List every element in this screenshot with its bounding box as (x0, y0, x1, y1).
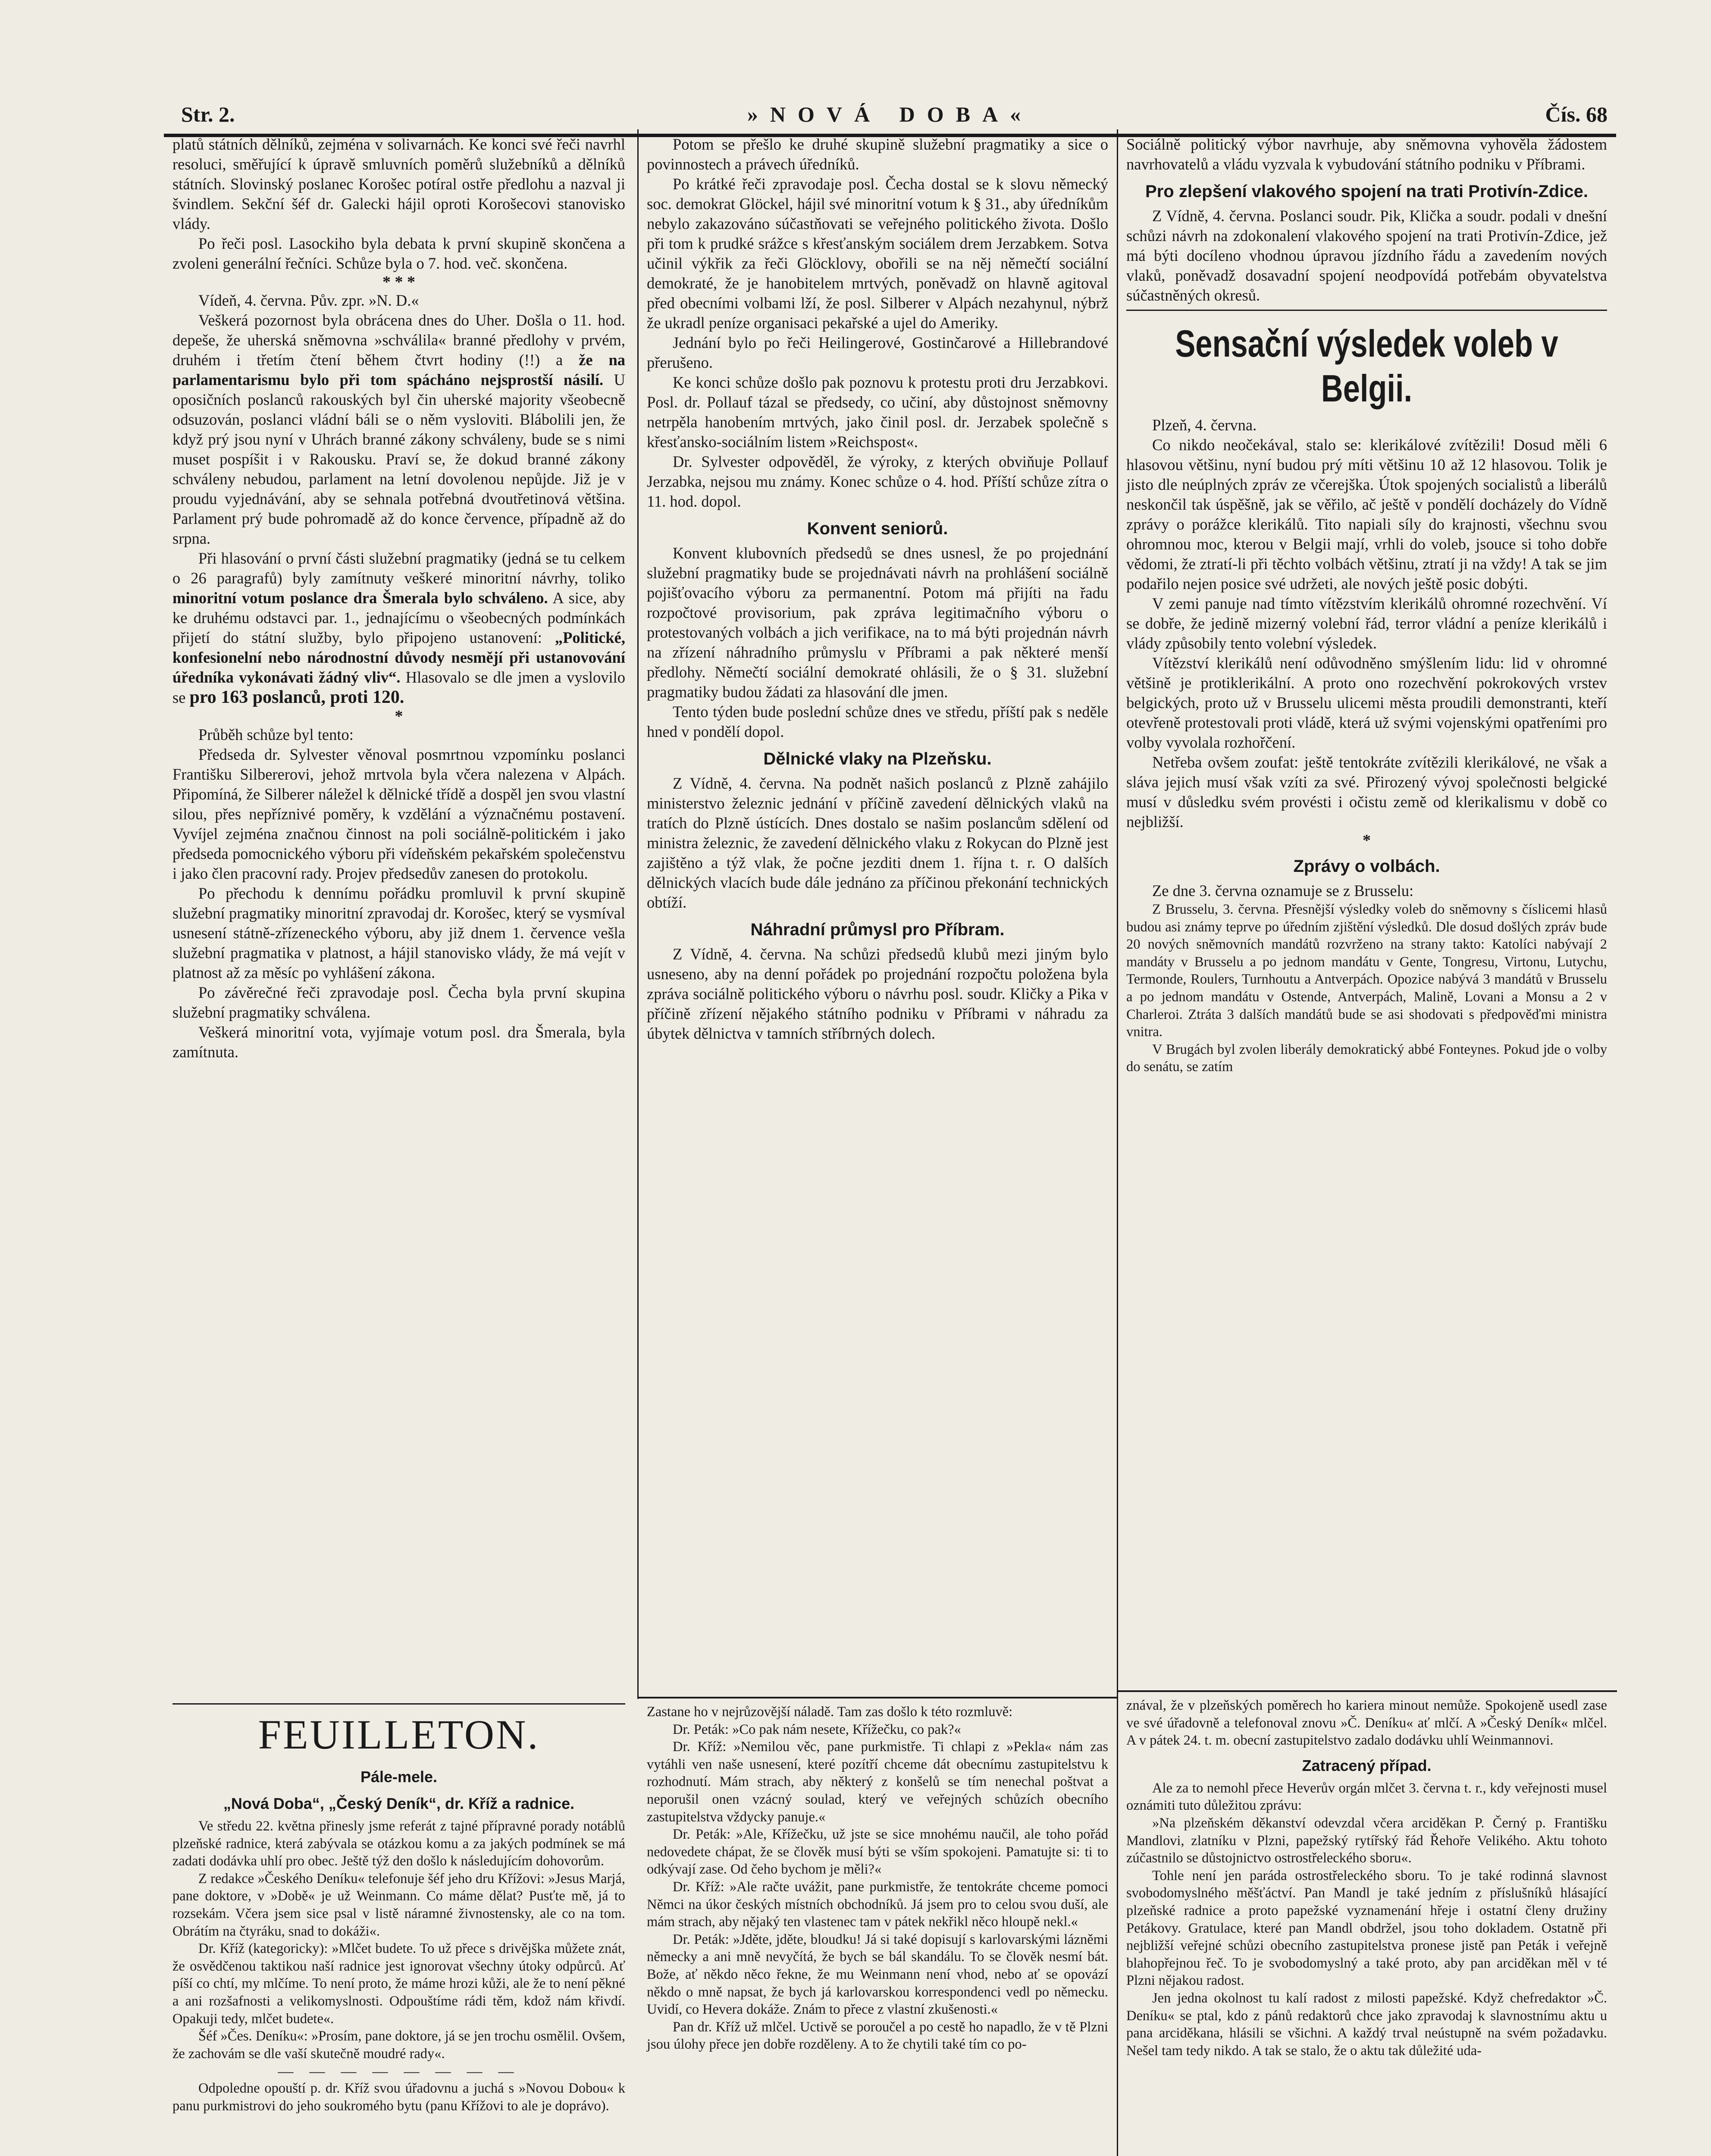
section-heading: Zprávy o volbách. (1293, 857, 1440, 876)
headline: Sensační výsledek voleb v Belgii. (1175, 322, 1558, 410)
column-3 (1126, 135, 1607, 1076)
article-paragraph: Potom se přešlo ke druhé skupině služební pragmatiky a sice o povinnostech a právech úředníků. (647, 135, 1108, 173)
feuilleton-paragraph: »Na plzeňském děkanství odevzdal včera arciděkan P. Černý p. Františku Mandlovi, zlatníku v Plzni, papežský rytířský řád Řehoře Velikého. Aktu tohoto zúčastnilo se důstojnictvo ostrostřeleckého sboru«. (1126, 1815, 1607, 1866)
article-paragraph: Dr. Sylvester odpověděl, že výroky, z kterých obviňuje Pollauf Jerzabka, nejsou mu známy. Konec schůze o 4. hod. Příští schůze zítra o 11. hod. dopol. (647, 453, 1108, 510)
feuilleton-column-3 (1126, 1697, 1607, 2059)
feuilleton-paragraph: Ve středu 22. května přinesly jsme referát z tajné přípravné porady notáblů plzeňské radnice, která zabývala se otázkou komu a za jakých podmínek se má zadati dodávka uhlí pro obec. Ještě týž den došlo k následujícím dohovorům. (172, 1818, 625, 1869)
article-paragraph: Konvent klubovních předsedů se dnes usnesl, že po projednání služební pragmatiky bude se projednávati návrh na prohlášení sociálně pojišťovacího výboru za permanentní. Potom má přijíti na řadu rozpočtové provisorium, pak zpráva legitimačního výboru o protestovaných volbách a jich verifikace, na to má býti projednán návrh na zřízení náhradního průmyslu v Příbrami a pak některé menší předlohy. Němečtí sociální demokraté ohlásili, že o § 31. služební pragmatiky budou žádati za hlasování dle jmen. (647, 544, 1108, 701)
article-paragraph: Ze dne 3. června oznamuje se z Brusselu: (1152, 882, 1414, 899)
feuilleton-heading: Zatracený případ. (1302, 1756, 1432, 1774)
vote-result: pro 163 poslanců, proti 120. (189, 687, 404, 707)
quote-text: „Politické, konfesionelní nebo národnostní důvody nesmějí při ustanovování úředníka vykonávati žádný vliv“. (172, 629, 626, 686)
article-paragraph: Ke konci schůze došlo pak poznovu k protestu proti dru Jerzabkovi. Posl. dr. Pollauf tázal se předsedy, co učiní, aby důstojnost sněmovny netrpěla hanobením mrtvých, jako činil posl. dr. Jerzabek společně s křesťansko-sociálním listem »Reichspost«. (647, 373, 1108, 451)
feuilleton-paragraph: Odpoledne opouští p. dr. Kříž svou úřadovnu a juchá s »Novou Dobou« k panu purkmistrovi do jeho soukromého bytu (panu Křížovi to ale je doprávo). (172, 2081, 625, 2114)
article-paragraph: Jednání bylo po řeči Heilingerové, Gostinčarové a Hillebrandové přerušeno. (647, 334, 1108, 371)
text: Veškerá pozornost byla obrácena dnes do Uher. Došla o 11. hod. depeše, že uherská sněmovna »schválila« branné předlohy v prvém, druhém i třetím čtení během čtvrt hodiny (!!) a (172, 311, 625, 369)
separator-stars: * * * (382, 273, 415, 291)
text: Hlasovalo se dle jmen a vyslovilo se (172, 668, 625, 706)
feuilleton-paragraph: Dr. Peták: »Co pak nám nesete, Křížečku, co pak?« (673, 1721, 961, 1737)
section-heading: Konvent seniorů. (807, 519, 948, 538)
feuilleton-paragraph: Ale za to nemohl přece Heverův orgán mlčet 3. června t. r., kdy veřejnosti musel oznámiti tuto důležitou zprávu: (1126, 1780, 1607, 1814)
article-paragraph: Po řeči posl. Lasockiho byla debata k první skupině skončena a zvoleni generální řečníci. Schůze byla o 7. hod. več. skončena. (172, 235, 625, 272)
dash-separator: — — — — — — — — (278, 2062, 520, 2080)
issue-number: Čís. 68 (1545, 102, 1608, 126)
newspaper-name: »NOVÁ DOBA« (747, 102, 1033, 126)
feuilleton-paragraph: Dr. Peták: »Ale, Křížečku, už jste se sice mnohému naučil, ale toho pořád nedovedete chápat, že se člověk musí býti se vším spokojeni. Pamatujte si: ti to odkývají zase. Od čeho bychom je měli?« (647, 1827, 1108, 1877)
feuilleton-rule-right (1117, 1690, 1617, 1692)
feuilleton-paragraph: Zastane ho v nejrůzovější náladě. Tam zas došlo k této rozmluvě: (647, 1704, 1013, 1720)
article-paragraph: Po závěrečné řeči zpravodaje posl. Čecha byla první skupina služební pragmatiky schválena. (172, 984, 625, 1021)
article-paragraph: Vítězství klerikálů není odůvodněno smýšlením lidu: lid v ohromné většině je protiklerikální. A proto ono rozechvění pokrokových vrstev belgických, proto už v Brusselu ulicemi města proudili demonstranti, kteří otevřeně protestovali proti vládě, která už svými vojenskými opatřeními pro volby vyvolala rozhořčení. (1126, 654, 1607, 751)
page-header (164, 99, 1616, 129)
feuilleton-paragraph: Tohle není jen paráda ostrostřeleckého sboru. To je také rodinná slavnost svobodomyslného měšťáctví. Pan Mandl je také jedním z příslušníků hlásající plzeňské radnice a proto papežské vyznamenání hřeje i ostatní členy družiny Petákovy. Gratulace, které pan Mandl obdržel, jsou toho dokladem. Ostatně při nejbližší veřejné schůzi obecního zastupitelstva pronese jistě pan Peták i veřejně blahopřejnou řeč. To je svobodomyslný a také proto, aby pan arciděkan měl v té Plzni nějakou radost. (1126, 1868, 1607, 1989)
section-heading: Náhradní průmysl pro Příbram. (750, 920, 1005, 939)
feuilleton-column-2 (647, 1703, 1108, 2053)
text: Při hlasování o první části služební pragmatiky (jedná se tu celkem o 26 paragrafů) byly zamítnuty veškeré minoritní návrhy, toliko (172, 549, 625, 587)
feuilleton-paragraph: Šéf »Čes. Deníku«: »Prosím, pane doktore, já se jen trochu osmělil. Ovšem, že zachovám se dle vaší skutečně moudré rady«. (172, 2028, 625, 2062)
page-number: Str. 2. (181, 102, 235, 126)
small-print-block (1126, 901, 1607, 1076)
column-divider-1 (637, 129, 639, 1699)
column-1 (172, 135, 625, 1062)
article-paragraph: Po krátké řeči zpravodaje posl. Čecha dostal se k slovu německý soc. demokrat Glöckel, hájil své minoritní votum k § 31., aby úředníkům nebylo zakazováno súčastňovati se veřejného politického života. Došlo při tom k prudké srážce s křesťanským sociálem drem Jerzabkem. Sotva učinil výkřik za řeči Glöcklovy, obořili se na něj němečtí sociální demokraté, že je hanobitelem mrtvých, poněvadž on hlavně agitoval před obecními volbami lží, že posl. Silberer v Alpách nezahynul, nýbrž že ukradl peníze organisaci pekařské a ujel do Ameriky. (647, 175, 1108, 332)
column-2 (647, 135, 1108, 1044)
feuilleton-paragraph: znával, že v plzeňských poměrech ho kariera minout nemůže. Spokojeně usedl zase ve své úřadovně a telefonoval znovu »Č. Deníku« ať mlčí. A »Český Deník« mlčel. A v pátek 24. t. m. obecní zastupitelstvo zadalo dodávku uhlí Weinmannovi. (1126, 1698, 1607, 1749)
article-paragraph: V Brugách byl zvolen liberály demokratický abbé Fonteynes. Pokud jde o volby do senátu, se zatím (1126, 1041, 1607, 1075)
article-paragraph: Předseda dr. Sylvester věnoval posmrtnou vzpomínku poslanci Františku Silbererovi, jehož mrtvola byla včera nalezena v Alpách. Připomíná, že Silberer náležel k dělnické třídě a dospěl jen svou vlastní silou, přes nepříznivé poměry, k vzdělání a význačnému postavení. Vyvíjel zejména značnou činnost na poli sociálně-politickém i jako předseda pomocnického výboru při vídeňském pekařském společenstvu i jako člen pracovní rady. Projev předsedův zanesen do protokolu. (172, 746, 625, 882)
article-paragraph: Z Vídně, 4. června. Na podnět našich poslanců z Plzně zahájilo ministerstvo železnic jednání v příčině zavedení dělnických vlaků na tratích do Plzně ústících. Dnes dostalo se našim poslancům sdělení od ministra železnic, že zavedení dělnického vlaku z Rokycan do Plzně jest zajištěno a týž vlak, že počne jezditi dnem 1. října t. r. O dalších dělnických vlacích bude dále jednáno za příčinou překonání technických obtíží. (647, 774, 1108, 911)
feuilleton-paragraph: Dr. Kříž: »Ale račte uvážit, pane purkmistře, že tentokráte chceme pomoci Němci na úkor českých místních obchodníků. Já jsem pro to celou svou duší, ale mám strach, aby nějaký ten vlastenec tam v pátek nekřikl něco hloupě nekl.« (647, 1879, 1108, 1930)
article-paragraph: V zemi panuje nad tímto vítězstvím klerikálů ohromné rozechvění. Ví se dobře, že jedině mizerný volební řád, terror vládní a peníze klerikálů i vlády způsobily tento volební výsledek. (1126, 595, 1607, 652)
article-paragraph: Po přechodu k dennímu pořádku promluvil k první skupině služební pragmatiky minoritní zpravodaj dr. Korošec, který se vysmíval usnesení státně-zřízeneckého výboru, aby již dnem 1. července vešla služební pragmatika v platnost, a hájil stanovisko vlády, že má vejít v platnost až za měsíc po vyhlášení zákona. (172, 884, 625, 981)
dateline: Plzeň, 4. června. (1152, 416, 1257, 434)
feuilleton-paragraph: Dr. Kříž (kategoricky): »Mlčet budete. To už přece s drivějška můžete znát, že osvědčenou taktikou naší radnice jest ignorovat všechny útoky odpůrců. Ať píší co chtí, my mlčíme. To není proto, že máme hrozi kůži, ale že to není pěkné a ani rozšafnosti a velikomyslnosti. Odpouštíme rádi těm, kdož nám křivdí. Opakuji tedy, mlčet budete«. (172, 1941, 625, 2027)
feuilleton-rule (637, 1697, 1117, 1698)
article-paragraph: Tento týden bude poslední schůze dnes ve středu, příští pak s neděle hned v pondělí dopol. (647, 703, 1108, 740)
emphasis-text: že na parlamentarismu bylo při tom spácháno nejsprostší násilí. (172, 351, 625, 389)
text: U oposičních poslanců rakouských byl čin uherské majority všeobecně odsuzován, poslanci vládní báli se o něm vysloviti. Blábolili jen, že když prý jsou nyní v Uhrách branné zákony schváleny, bude se s nimi muset pospíšit i v Rakousku. Praví se, že dokud branné zákony schváleny nebudou, parlament na letní dovolenou nepůjde. Již je v proudu vyjednávání, aby se sehnala potřebná dvoutřetinová většina. Parlament prý bude pohromadě až do konce července, případně až do srpna. (172, 371, 626, 547)
feuilleton-paragraph: Jen jedna okolnost tu kalí radost z milosti papežské. Když chefredaktor »Č. Deníku« se ptal, kdo z pánů redaktorů chce jako zpravodaj k slavnostnímu aktu u pana arciděkana, hlásili se všichni. A každý trval neústupně na svém požadavku. Nešel tam tedy nikdo. A tak se stalo, že o aktu tak důležité uda- (1126, 1990, 1607, 2059)
column-divider-2 (1117, 129, 1118, 2156)
text: A sice, aby ke druhému odstavci par. 1., jednajícímu o všeobecných podmínkách přijetí do státní služby, bylo připojeno ustanovení: (172, 589, 625, 646)
feuilleton-paragraph: Pan dr. Kříž už mlčel. Uctivě se poroučel a po cestě ho napadlo, že v tě Plzni jsou úlohy přece jen dobře rozděleny. A to že chytili také tím co po- (647, 2019, 1108, 2053)
article-paragraph (172, 548, 625, 708)
article-paragraph: Veškerá minoritní vota, vyjímaje votum posl. dra Šmerala, byla zamítnuta. (172, 1023, 625, 1061)
emphasis-text: minoritní votum poslance dra Šmerala bylo schváleno. (172, 589, 548, 607)
article-paragraph: Z Vídně, 4. června. Poslanci soudr. Pik, Klička a soudr. podali v dnešní schůzi návrh na zdokonalení vlakového spojení na trati Protivín-Zdice, jež má býti docíleno vhodnou úpravou jízdního řádu a zavedením nových vlaků, poněvadž dosavadní spojení neodpovídá potřebám obyvatelstva súčastněných okresů. (1126, 207, 1607, 304)
section-rule (1126, 310, 1607, 311)
article-paragraph: Z Vídně, 4. června. Na schůzi předsedů klubů mezi jiným bylo usneseno, aby na denní pořádek po projednání rozpočtu položena byla zpráva sociálně politického výboru o návrhu posl. soudr. Kličky a Pika v příčině zřízení nějakého státního podniku v Příbrami v náhradu za úbytek dělnictva v tamních stříbrných dolech. (647, 945, 1108, 1042)
feuilleton-paragraph: Dr. Peták: »Jděte, jděte, bloudku! Já si také dopisují s karlovarskými lázněmi německy a ani mně nevyčítá, že bych se bál skandálu. To se člověk nesmí bát. Bože, ať někdo něco řekne, že mu Weinmann není vhod, nebo ať se opovází někdo o mně napsat, že bych já karlovarskou korrespondenci vedl po německu. Uvidí, co Hevera dokáže. Znám to přece z vlastní zkušenosti.« (647, 1931, 1108, 2018)
feuilleton-top-rule (172, 1703, 625, 1705)
feuilleton-column-1 (172, 1699, 625, 2115)
feuilleton-subtitle: Pále-mele. (360, 1768, 438, 1786)
article-paragraph: Z Brusselu, 3. června. Přesnější výsledky voleb do sněmovny s číslicemi hlasů budou asi známy teprve po úředním zjištění výsledků. Dle dosud došlých zpráv bude 20 nových sněmovních mandátů rozvrženo na strany takto: Katolíci nabývají 2 mandáty v Brusselu a po jednom mandátu v Gente, Tongresu, Virtonu, Lutychu, Termonde, Roulers, Turnhoutu a Antverpách. Opozice nabývá 3 mandátů v Brusselu a po jednom mandátu v Ostende, Antverpách, Malině, Lovani a Monsu a 2 v Charleroi. Ztráta 3 dalších mandátů bude se asi shodovati s předpověďmi ministra vnitra. (1126, 902, 1607, 1040)
article-paragraph: Průběh schůze byl tento: (198, 726, 354, 743)
article-paragraph: Sociálně politický výbor navrhuje, aby sněmovna vyhověla žádostem navrhovatelů a vládu vyzvala k vybudování státního podniku v Příbrami. (1126, 135, 1607, 173)
feuilleton-title: FEUILLETON. (258, 1711, 540, 1758)
feuilleton-paragraph: Z redakce »Českého Deníku« telefonuje šéf jeho dru Křížovi: »Jesus Marjá, pane doktore, v »Době« je už Weinmann. Co máme dělat? Pusťte mě, já to rozsekám. Včera jsem sice psal v listě náramné živnostensky, ale co na tom. Obrátím na čtyráku, snad to dokáži«. (172, 1871, 625, 1939)
section-heading: Pro zlepšení vlakového spojení na trati Protivín-Zdice. (1145, 182, 1588, 201)
separator-star: * (395, 707, 403, 725)
feuilleton-section: „Nová Doba“, „Český Deník“, dr. Kříž a radnice. (223, 1795, 575, 1812)
section-heading: Dělnické vlaky na Plzeňsku. (763, 749, 992, 768)
article-paragraph: platů státních dělníků, zejména v solivarnách. Ke konci své řeči navrhl resoluci, směřující k úpravě smluvních poměrů služebníků a dělníků státních. Slovinský poslanec Korošec potíral ostře předlohu a nazval ji švindlem. Sekční šéf dr. Galecki hájil oproti Korošecovi stanovisko vlády. (172, 135, 625, 232)
article-paragraph (172, 310, 625, 548)
feuilleton-paragraph: Dr. Kříž: »Nemilou věc, pane purkmistře. Ti chlapi z »Pekla« nám zas vytáhli ven naše usnesení, které pozítří chceme dát obecnímu zastupitelstvu k rozhodnutí. Mám strach, aby některý z konšelů se tím nenechal poštvat a neporušil onen vzácný soulad, který ve veřejných schůzích obecního zastupitelstva vždycky panuje.« (647, 1739, 1108, 1825)
article-paragraph: Netřeba ovšem zoufat: ještě tentokráte zvítězili klerikálové, ne však a sláva jejich musí však vzíti za své. Přirozený vývoj společnosti belgické musí v důsledku svém provésti i očistu země od klerikalismu v době co nejbližší. (1126, 753, 1607, 830)
dateline: Vídeň, 4. června. Pův. zpr. »N. D.« (198, 291, 419, 309)
article-paragraph: Co nikdo neočekával, stalo se: klerikálové zvítězili! Dosud měli 6 hlasovou většinu, nyní budou prý míti většinu 10 až 12 hlasovou. Tolik je jisto dle neúplných zpráv ze včerejška. Útok spojených socialistů a liberálů neskončil tak úspěšně, jak se věřilo, ač ještě v pondělí docházely do Vídně zprávy o porážce klerikálů. Tito napiali síly do krajnosti, všechnu svou ohromnou moc, kterou v Belgii mají, vrhli do voleb, jsouce si toho dobře vědomi, že ztratí-li při těchto volbách většinu, ztratí ji na vždy! A tak se jim podařilo nejen posice své udržeti, ale nových ještě posic dobýti. (1126, 436, 1607, 592)
separator-star: * (1363, 831, 1371, 849)
